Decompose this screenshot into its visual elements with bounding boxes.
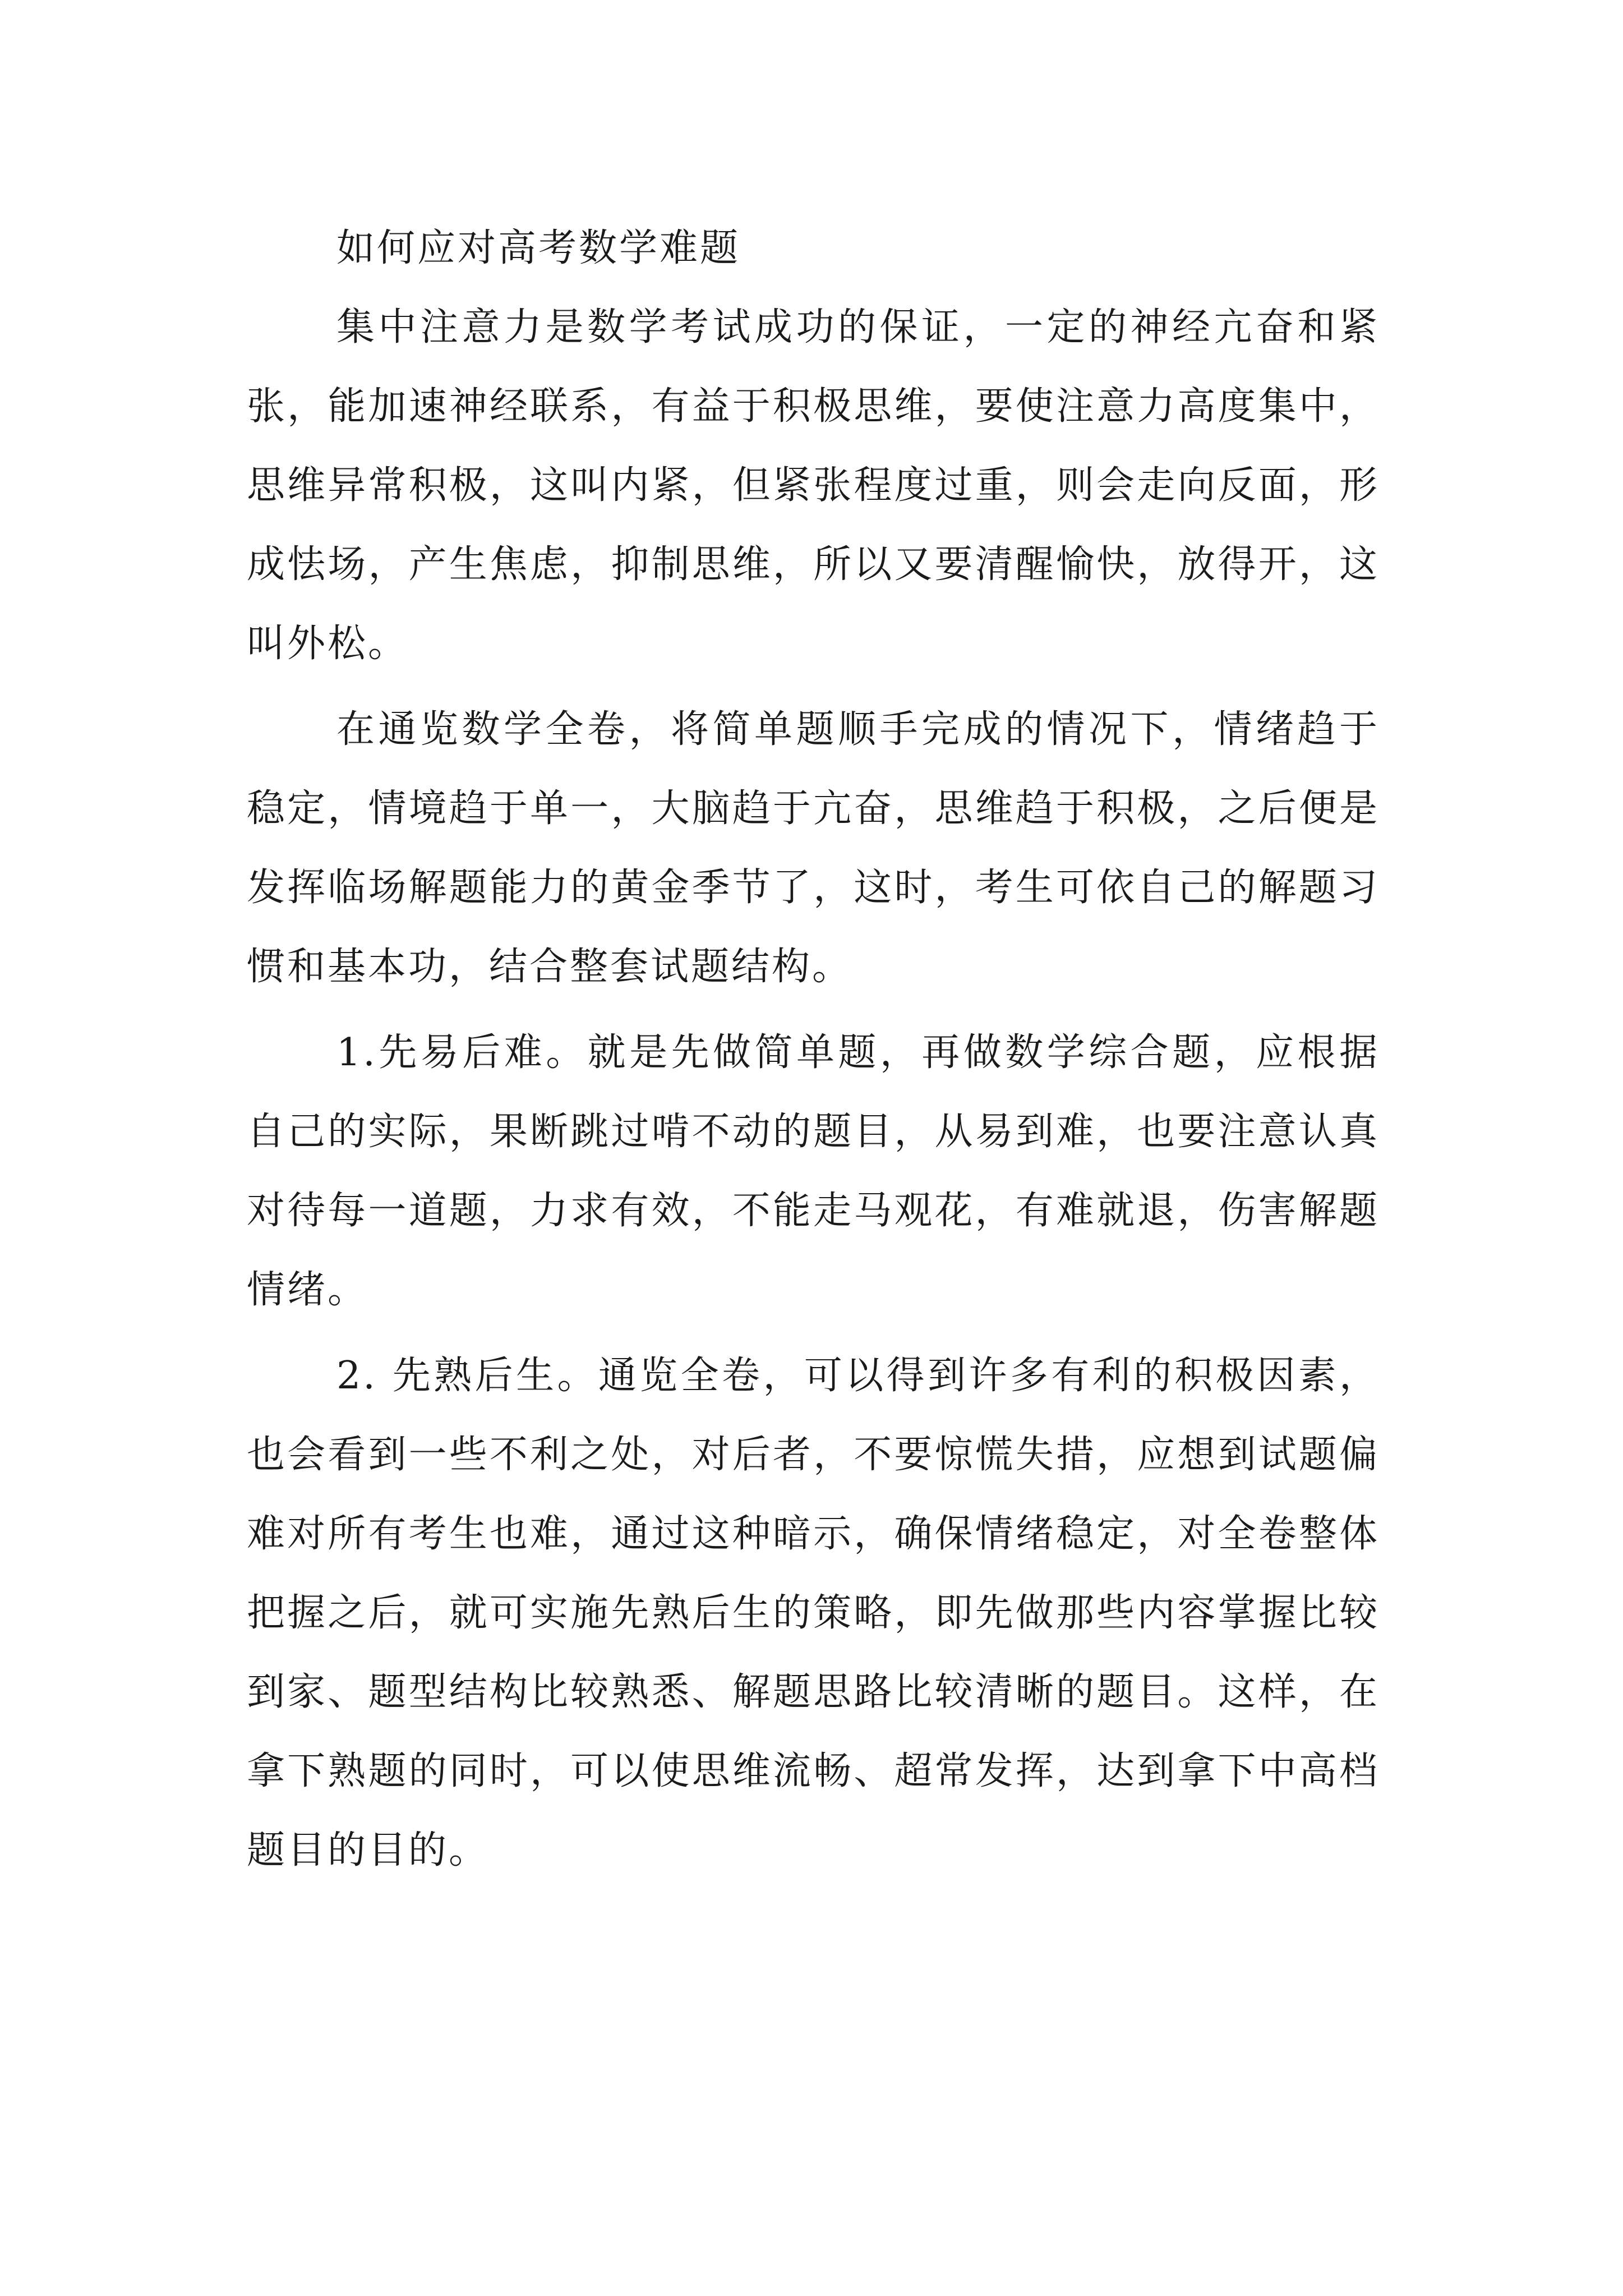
document-body	[247, 209, 1380, 1897]
paragraph-concentration: 集中注意力是数学考试成功的保证，一定的神经亢奋和紧张，能加速神经联系，有益于积极思维，要使注意力高度集中，思维异常积极，这叫内紧，但紧张程度过重，则会走向反面，形成怯场，产生焦虑，抑制思维，所以又要清醒愉快，放得开，这叫外松。	[247, 305, 1380, 666]
paragraph-familiar-first: 2. 先熟后生。通览全卷，可以得到许多有利的积极因素，也会看到一些不利之处，对后者，不要惊慌失措，应想到试题偏难对所有考生也难，通过这种暗示，确保情绪稳定，对全卷整体把握之后，就可实施先熟后生的策略，即先做那些内容掌握比较到家、题型结构比较熟悉、解题思路比较清晰的题目。这样，在拿下熟题的同时，可以使思维流畅、超常发挥，达到拿下中高档题目的目的。	[247, 1354, 1380, 1872]
document-title: 如何应对高考数学难题	[336, 226, 741, 270]
paragraph-overview: 在通览数学全卷，将简单题顺手完成的情况下，情绪趋于稳定，情境趋于单一，大脑趋于亢奋，思维趋于积极，之后便是发挥临场解题能力的黄金季节了，这时，考生可依自己的解题习惯和基本功，结合整套试题结构。	[247, 707, 1380, 989]
paragraph-easy-first: 1.先易后难。就是先做简单题，再做数学综合题，应根据自己的实际，果断跳过啃不动的题目，从易到难，也要注意认真对待每一道题，力求有效，不能走马观花，有难就退，伤害解题情绪。	[247, 1030, 1380, 1312]
